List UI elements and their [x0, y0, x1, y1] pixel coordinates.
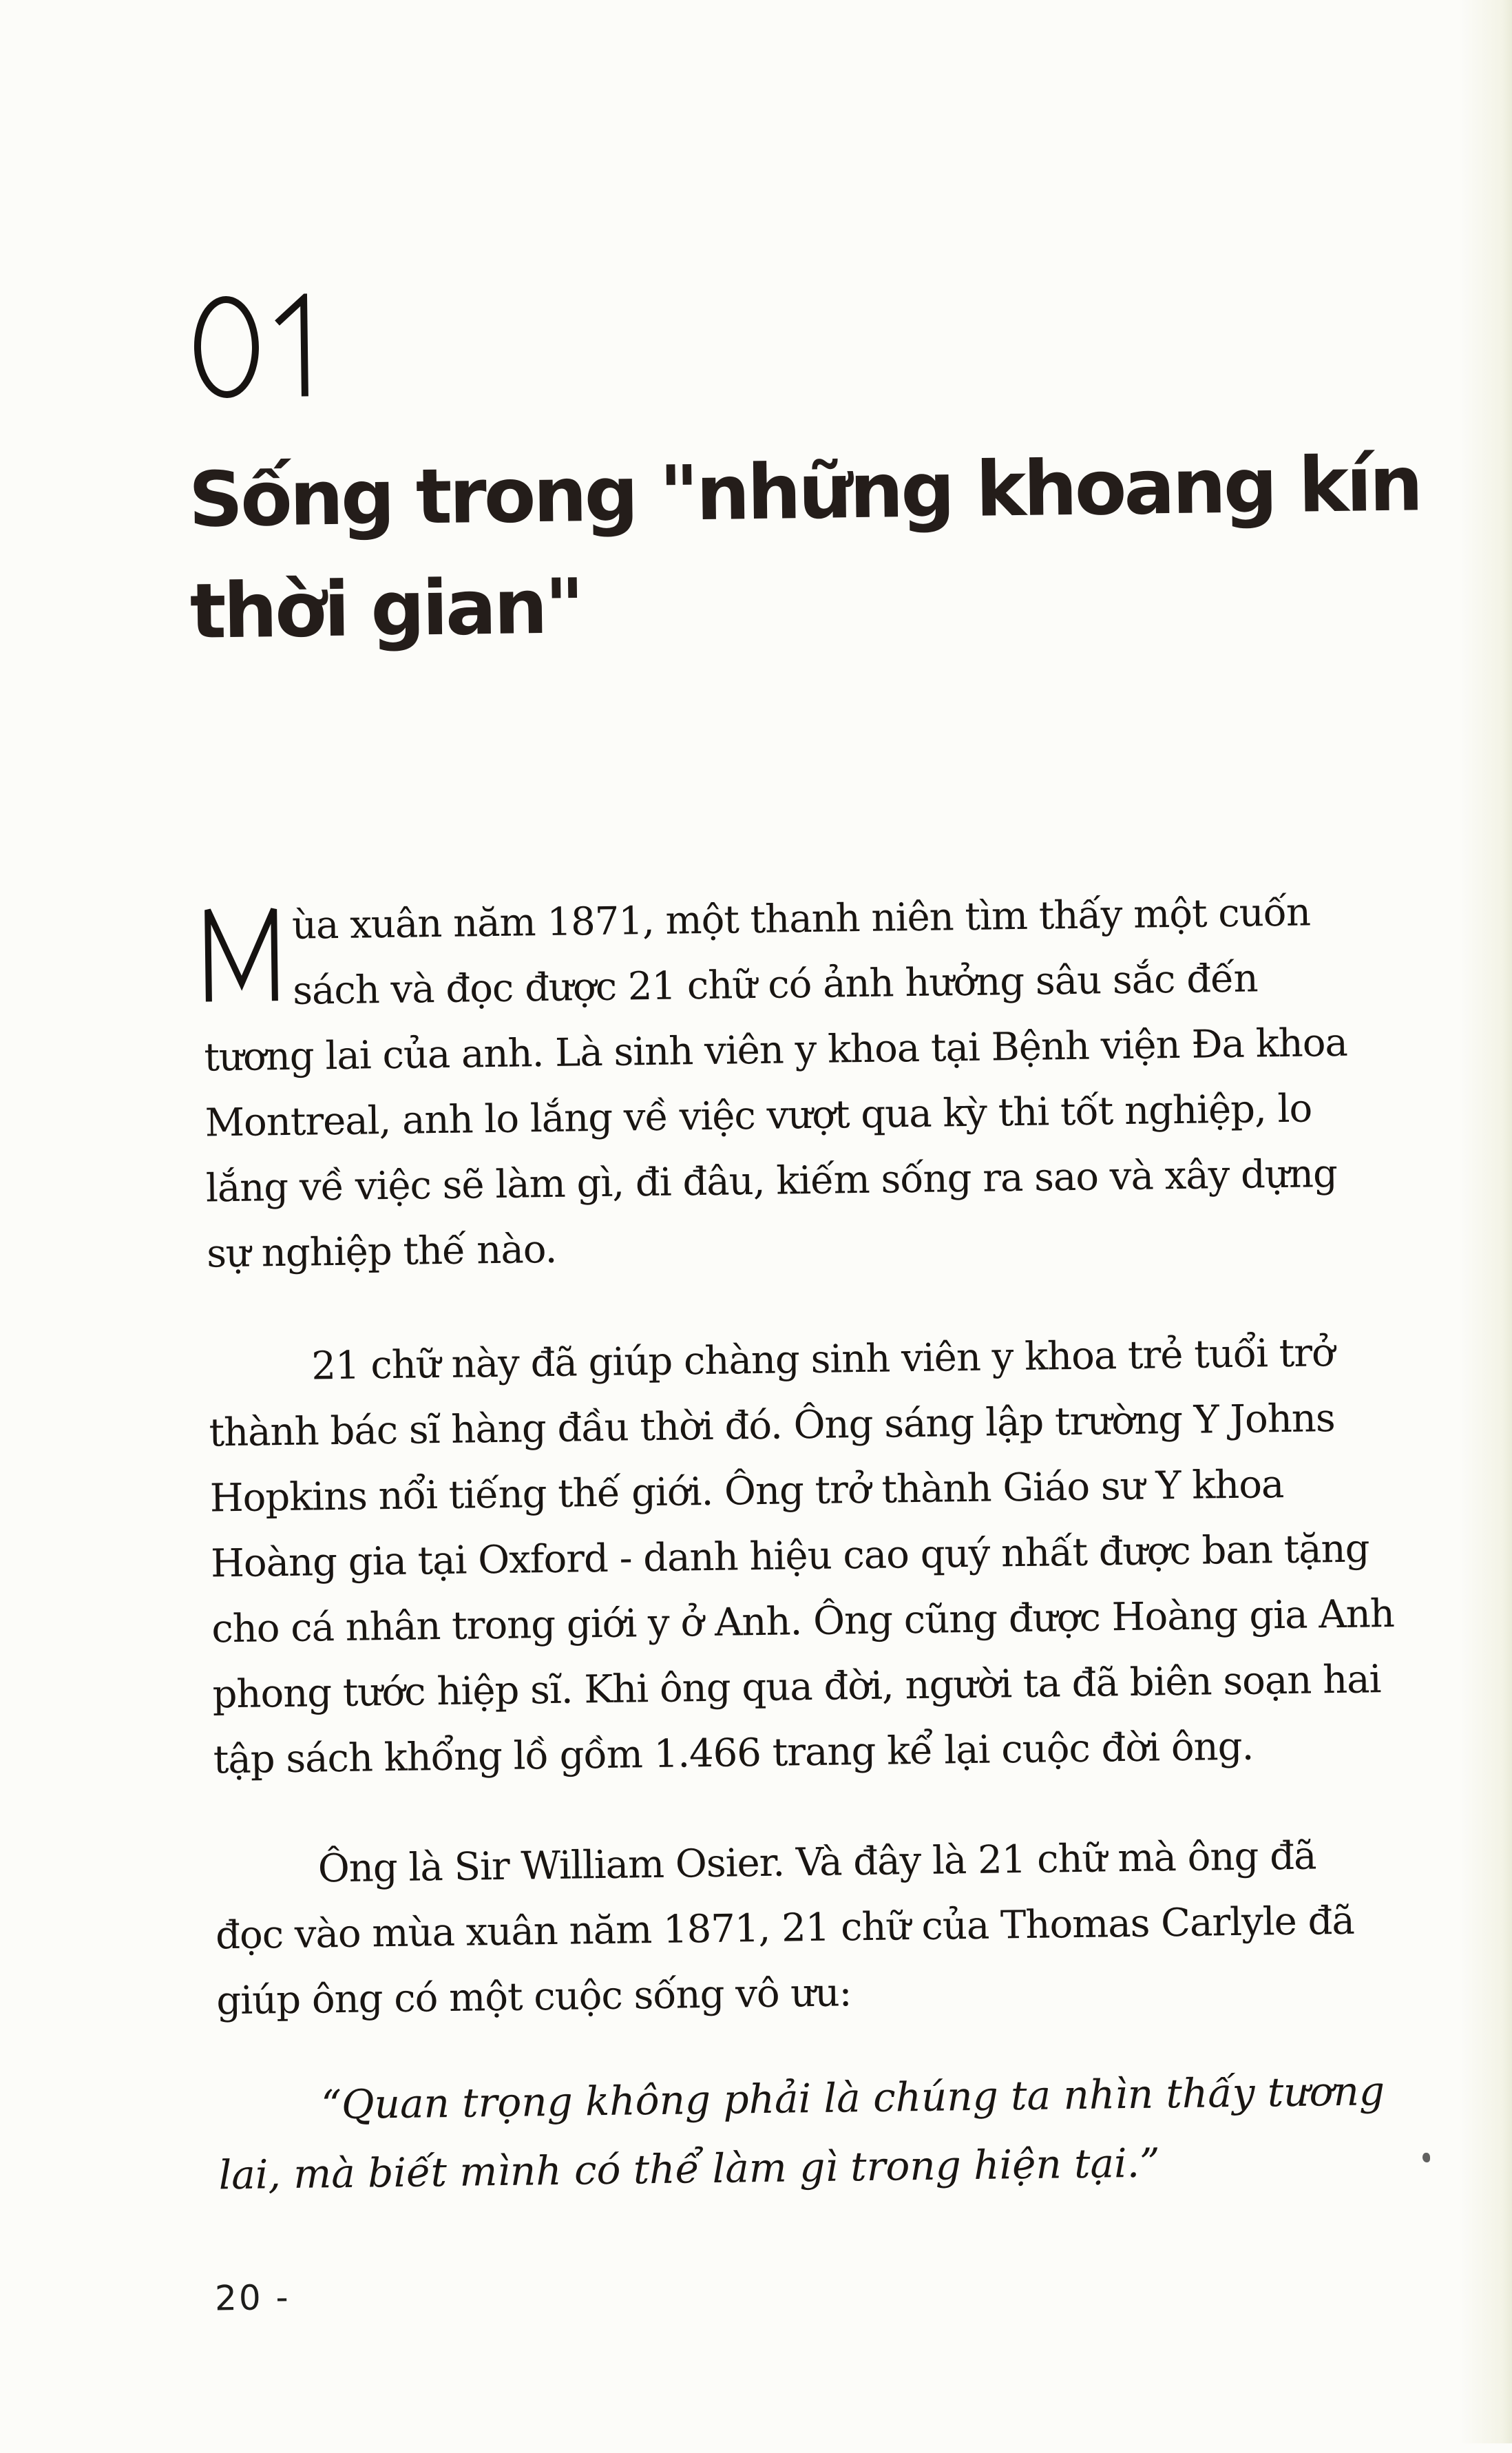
- body-line: sách và đọc được 21 chữ có ảnh hưởng sâu sắc đến: [292, 956, 1258, 1014]
- body-line: tương lai của anh. Là sinh viên y khoa tại Bệnh viện Đa khoa: [204, 1020, 1348, 1081]
- body-line: Montreal, anh lo lắng về việc vượt qua kỳ thi tốt nghiệp, lo: [204, 1086, 1312, 1146]
- drop-cap-figure: [202, 906, 281, 1003]
- chapter-title: [188, 428, 1421, 667]
- quote-line: “Quan trọng không phải là chúng ta nhìn thấy tương: [320, 2067, 1385, 2129]
- body-line: phong tước hiệp sĩ. Khi ông qua đời, người ta đã biên soạn hai: [212, 1657, 1381, 1718]
- chapter-title-line-1: Sống trong "những khoang kín: [188, 439, 1421, 544]
- body-line: Hopkins nổi tiếng thế giới. Ông trở thành Giáo sư Y khoa: [209, 1462, 1284, 1521]
- body-line: sự nghiệp thế nào.: [206, 1226, 557, 1277]
- chapter-title-line-2: thời gian": [189, 562, 582, 656]
- scan-speck: [1422, 2153, 1430, 2162]
- body-line: lắng về việc sẽ làm gì, đi đâu, kiếm sống ra sao và xây dựng: [205, 1151, 1338, 1211]
- body-line: Ông là Sir William Osier. Và đây là 21 chữ mà ông đã: [317, 1833, 1316, 1892]
- paragraph-3: [214, 1822, 1426, 2034]
- paragraph-1: [202, 879, 1416, 1287]
- paragraph-2: [208, 1319, 1423, 1793]
- body-line: 21 chữ này đã giúp chàng sinh viên y khoa trẻ tuổi trở: [311, 1330, 1335, 1389]
- pull-quote: [218, 2056, 1428, 2209]
- body-line: thành bác sĩ hàng đầu thời đó. Ông sáng lập trường Y Johns: [209, 1396, 1336, 1456]
- chapter-number: [190, 293, 329, 400]
- chapter-number-figure: [190, 293, 329, 400]
- body-line: Hoàng gia tại Oxford - danh hiệu cao quý nhất được ban tặng: [210, 1526, 1369, 1587]
- body-line: cho cá nhân trong giới y ở Anh. Ông cũng được Hoàng gia Anh: [211, 1591, 1395, 1652]
- body-line: giúp ông có một cuộc sống vô ưu:: [216, 1970, 852, 2024]
- page-number: 20 -: [214, 2277, 291, 2319]
- body-line: đọc vào mùa xuân năm 1871, 21 chữ của Thomas Carlyle đã: [215, 1898, 1355, 1959]
- body-line: tập sách khổng lồ gồm 1.466 trang kể lại cuộc đời ông.: [213, 1724, 1254, 1783]
- drop-cap-m: [202, 906, 281, 1003]
- body-line: ùa xuân năm 1871, một thanh niên tìm thấy một cuốn: [291, 890, 1311, 948]
- body-text: [202, 879, 1428, 2210]
- quote-line: lai, mà biết mình có thể làm gì trong hiện tại.”: [218, 2139, 1161, 2199]
